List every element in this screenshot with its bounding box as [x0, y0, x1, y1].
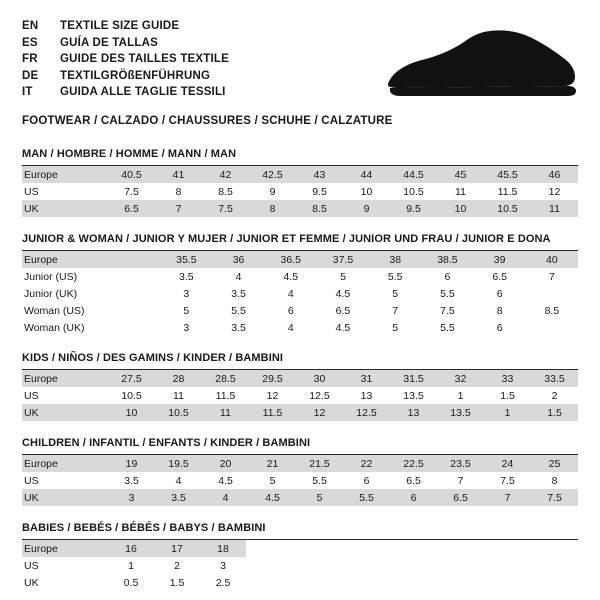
row-label: UK [22, 404, 108, 421]
cell: 45 [437, 166, 484, 183]
table-row [22, 319, 578, 336]
cell: 7.5 [500, 474, 515, 487]
category-line: FOOTWEAR / CALZADO / CHAUSSURES / SCHUHE / CALZATURE [22, 114, 393, 127]
cell: 12 [296, 404, 343, 421]
row-label: Junior (UK) [24, 287, 78, 300]
cell: 29.5 [249, 370, 296, 387]
cell: 24 [484, 455, 531, 472]
table-row [22, 200, 578, 217]
section-title: KIDS / NIÑOS / DES GAMINS / KINDER / BAMBINI [22, 352, 578, 370]
cell: 5.5 [231, 304, 246, 317]
cell: 3.5 [124, 474, 139, 487]
cell: 6.5 [406, 474, 421, 487]
cell: 37.5 [317, 251, 369, 268]
table-row [22, 251, 578, 268]
cell: 28.5 [202, 370, 249, 387]
table-row [22, 489, 578, 506]
row-label: Woman (US) [24, 304, 85, 317]
cell: 6 [287, 304, 294, 317]
cell: 4.5 [335, 321, 351, 334]
cell: 6 [496, 321, 503, 334]
cell: 10.5 [403, 185, 424, 198]
table-row [22, 574, 246, 591]
cell [108, 285, 160, 302]
cell: 21.5 [296, 455, 343, 472]
language-title: TEXTILGRÖßENFÜHRUNG [60, 69, 211, 82]
cell: 1 [484, 404, 531, 421]
cell: 7 [392, 304, 399, 317]
section-title: JUNIOR & WOMAN / JUNIOR Y MUJER / JUNIOR ET FEMME / JUNIOR UND FRAU / JUNIOR E DONA [22, 233, 578, 251]
cell: 35.5 [160, 251, 212, 268]
language-code: ES [22, 36, 38, 49]
cell: 11 [202, 404, 249, 421]
cell: 44 [343, 166, 390, 183]
cell: 2 [551, 389, 558, 402]
cell: 8 [175, 185, 182, 198]
size-table-babies [22, 540, 246, 591]
cell: 1.5 [500, 389, 515, 402]
section-children [22, 437, 578, 506]
cell: 43 [296, 166, 343, 183]
cell: 4.5 [283, 270, 299, 283]
cell: 19 [108, 455, 155, 472]
row-label: US [24, 474, 39, 487]
cell: 23.5 [437, 455, 484, 472]
cell: 27.5 [108, 370, 155, 387]
cell: 19.5 [155, 455, 202, 472]
cell: 7.5 [202, 200, 249, 217]
cell: 38 [369, 251, 421, 268]
row-label: Woman (UK) [24, 321, 85, 334]
section-title: CHILDREN / INFANTIL / ENFANTS / KINDER / BAMBINI [22, 437, 578, 455]
language-code: FR [22, 53, 38, 65]
cell: 17 [154, 540, 200, 557]
cell: 3.5 [231, 287, 246, 300]
language-title: GUIDA ALLE TAGLIE TESSILI [60, 86, 226, 98]
cell: 20 [202, 455, 249, 472]
size-table-man [22, 166, 578, 217]
cell: 31 [343, 370, 390, 387]
section-kids [22, 352, 578, 421]
cell: 45.5 [484, 166, 531, 183]
cell: 16 [108, 540, 154, 557]
cell: 5.5 [387, 270, 403, 283]
cell: 10 [108, 404, 155, 421]
language-title: GUIDE DES TAILLES TEXTILE [60, 53, 229, 65]
cell: 10 [437, 200, 484, 217]
section-junior-woman [22, 233, 578, 336]
cell: 28 [155, 370, 202, 387]
cell: 3.5 [231, 321, 246, 334]
cell: 6.5 [492, 270, 507, 283]
cell: 40 [526, 251, 578, 268]
cell: 6 [496, 287, 503, 300]
language-code: IT [22, 86, 33, 98]
cell: 3 [108, 489, 155, 506]
cell: 4 [287, 287, 294, 300]
table-row [22, 404, 578, 421]
cell: 2.5 [215, 576, 231, 589]
row-label: US [24, 559, 39, 572]
row-label: US [24, 185, 39, 198]
size-table-kids [22, 370, 578, 421]
dress-shoe-icon [380, 28, 580, 100]
row-label: Junior (US) [24, 270, 78, 283]
cell: 1 [457, 389, 464, 402]
cell: 8 [551, 474, 558, 487]
table-row [22, 387, 578, 404]
cell: 7 [548, 270, 555, 283]
cell: 9 [269, 185, 276, 198]
cell: 11.5 [249, 404, 296, 421]
table-row [22, 540, 246, 557]
cell: 7 [457, 474, 464, 487]
row-label: UK [22, 489, 108, 506]
cell [108, 302, 160, 319]
cell: 8.5 [296, 200, 343, 217]
cell: 6 [444, 270, 451, 283]
cell: 11.5 [215, 389, 236, 402]
cell: 5.5 [312, 474, 327, 487]
cell: 22.5 [390, 455, 437, 472]
table-row [22, 557, 246, 574]
cell: 4 [175, 474, 182, 487]
cell: 6.5 [335, 304, 351, 317]
cell: 6.5 [437, 489, 484, 506]
cell: 22 [343, 455, 390, 472]
cell: 7.5 [531, 489, 578, 506]
cell: 1 [128, 559, 134, 572]
table-row [22, 285, 578, 302]
table-row [22, 472, 578, 489]
cell: 7.5 [124, 185, 139, 198]
language-code: DE [22, 69, 39, 82]
cell: 2 [174, 559, 180, 572]
cell: 12 [548, 185, 561, 198]
cell: 1.5 [169, 576, 185, 589]
cell: 5.5 [440, 321, 455, 334]
cell: 21 [249, 455, 296, 472]
cell: 5.5 [440, 287, 455, 300]
cell: 13 [390, 404, 437, 421]
table-row [22, 268, 578, 285]
cell: 5 [269, 474, 276, 487]
cell: 5.5 [343, 489, 390, 506]
cell: 11 [531, 200, 578, 217]
cell [108, 268, 160, 285]
cell: 5 [340, 270, 346, 283]
table-row [22, 183, 578, 200]
cell: 8.5 [544, 304, 560, 317]
cell: 38.5 [421, 251, 473, 268]
cell: 8 [249, 200, 296, 217]
row-label: Europe [22, 370, 108, 387]
row-label: US [24, 389, 39, 402]
cell: 6.5 [108, 200, 155, 217]
cell: 36.5 [265, 251, 317, 268]
cell: 12.5 [343, 404, 390, 421]
cell: 3 [183, 287, 190, 300]
cell: 13 [360, 389, 373, 402]
cell: 3.5 [179, 270, 194, 283]
cell: 6 [390, 489, 437, 506]
cell: 32 [437, 370, 484, 387]
cell: 12 [266, 389, 279, 402]
cell: 4 [235, 270, 242, 283]
cell: 3 [220, 559, 226, 572]
cell: 7 [155, 200, 202, 217]
row-label: Europe [22, 251, 108, 268]
document-header [0, 0, 600, 132]
row-label: UK [22, 200, 108, 217]
row-label: Europe [22, 540, 108, 557]
cell: 39 [474, 251, 526, 268]
section-man [22, 148, 578, 217]
language-title: GUÍA DE TALLAS [60, 36, 158, 49]
section-title: BABIES / BEBÉS / BÉBÉS / BABYS / BAMBINI [22, 522, 578, 540]
cell: 9.5 [390, 200, 437, 217]
cell: 7.5 [440, 304, 455, 317]
cell: 9 [343, 200, 390, 217]
table-row [22, 370, 578, 387]
cell: 1.5 [531, 404, 578, 421]
language-title: TEXTILE SIZE GUIDE [60, 20, 180, 32]
cell: 31.5 [390, 370, 437, 387]
cell: 11 [173, 389, 184, 402]
cell: 18 [200, 540, 246, 557]
cell: 4.5 [249, 489, 296, 506]
cell: 13.5 [403, 389, 424, 402]
cell: 10.5 [484, 200, 531, 217]
cell: 10.5 [155, 404, 202, 421]
cell [526, 319, 578, 336]
size-table-junior-woman [22, 251, 578, 336]
cell: 4.5 [335, 287, 351, 300]
cell [108, 251, 160, 268]
cell: 33 [484, 370, 531, 387]
row-label: Europe [22, 455, 108, 472]
cell: 8 [496, 304, 503, 317]
cell: 5 [392, 287, 399, 300]
cell: 5 [183, 304, 190, 317]
cell: 44.5 [390, 166, 437, 183]
cell: 4 [287, 321, 294, 334]
table-row [22, 302, 578, 319]
section-babies [22, 522, 578, 591]
size-table-children [22, 455, 578, 506]
cell: 42 [202, 166, 249, 183]
cell: 13.5 [437, 404, 484, 421]
cell: 4 [202, 489, 249, 506]
cell: 5 [392, 321, 399, 334]
cell: 3 [183, 321, 190, 334]
cell: 42.5 [249, 166, 296, 183]
cell: 12.5 [309, 389, 330, 402]
cell: 9.5 [312, 185, 327, 198]
cell: 36 [212, 251, 264, 268]
cell [526, 285, 578, 302]
row-label: UK [24, 576, 39, 589]
cell: 40.5 [108, 166, 155, 183]
cell: 10.5 [121, 389, 142, 402]
row-label: Europe [22, 166, 108, 183]
cell: 10 [360, 185, 373, 198]
cell: 4.5 [218, 474, 233, 487]
size-tables [0, 148, 600, 591]
cell [108, 319, 160, 336]
cell: 25 [531, 455, 578, 472]
cell: 6 [363, 474, 370, 487]
section-title: MAN / HOMBRE / HOMME / MANN / MAN [22, 148, 578, 166]
cell: 7 [484, 489, 531, 506]
language-code: EN [22, 20, 39, 32]
cell: 11.5 [497, 185, 518, 198]
cell: 5 [296, 489, 343, 506]
table-row [22, 166, 578, 183]
cell: 3.5 [155, 489, 202, 506]
cell: 46 [531, 166, 578, 183]
cell: 0.5 [123, 576, 139, 589]
cell: 11 [455, 185, 466, 198]
table-row [22, 455, 578, 472]
cell: 33.5 [531, 370, 578, 387]
cell: 8.5 [218, 185, 233, 198]
cell: 30 [296, 370, 343, 387]
cell: 41 [155, 166, 202, 183]
